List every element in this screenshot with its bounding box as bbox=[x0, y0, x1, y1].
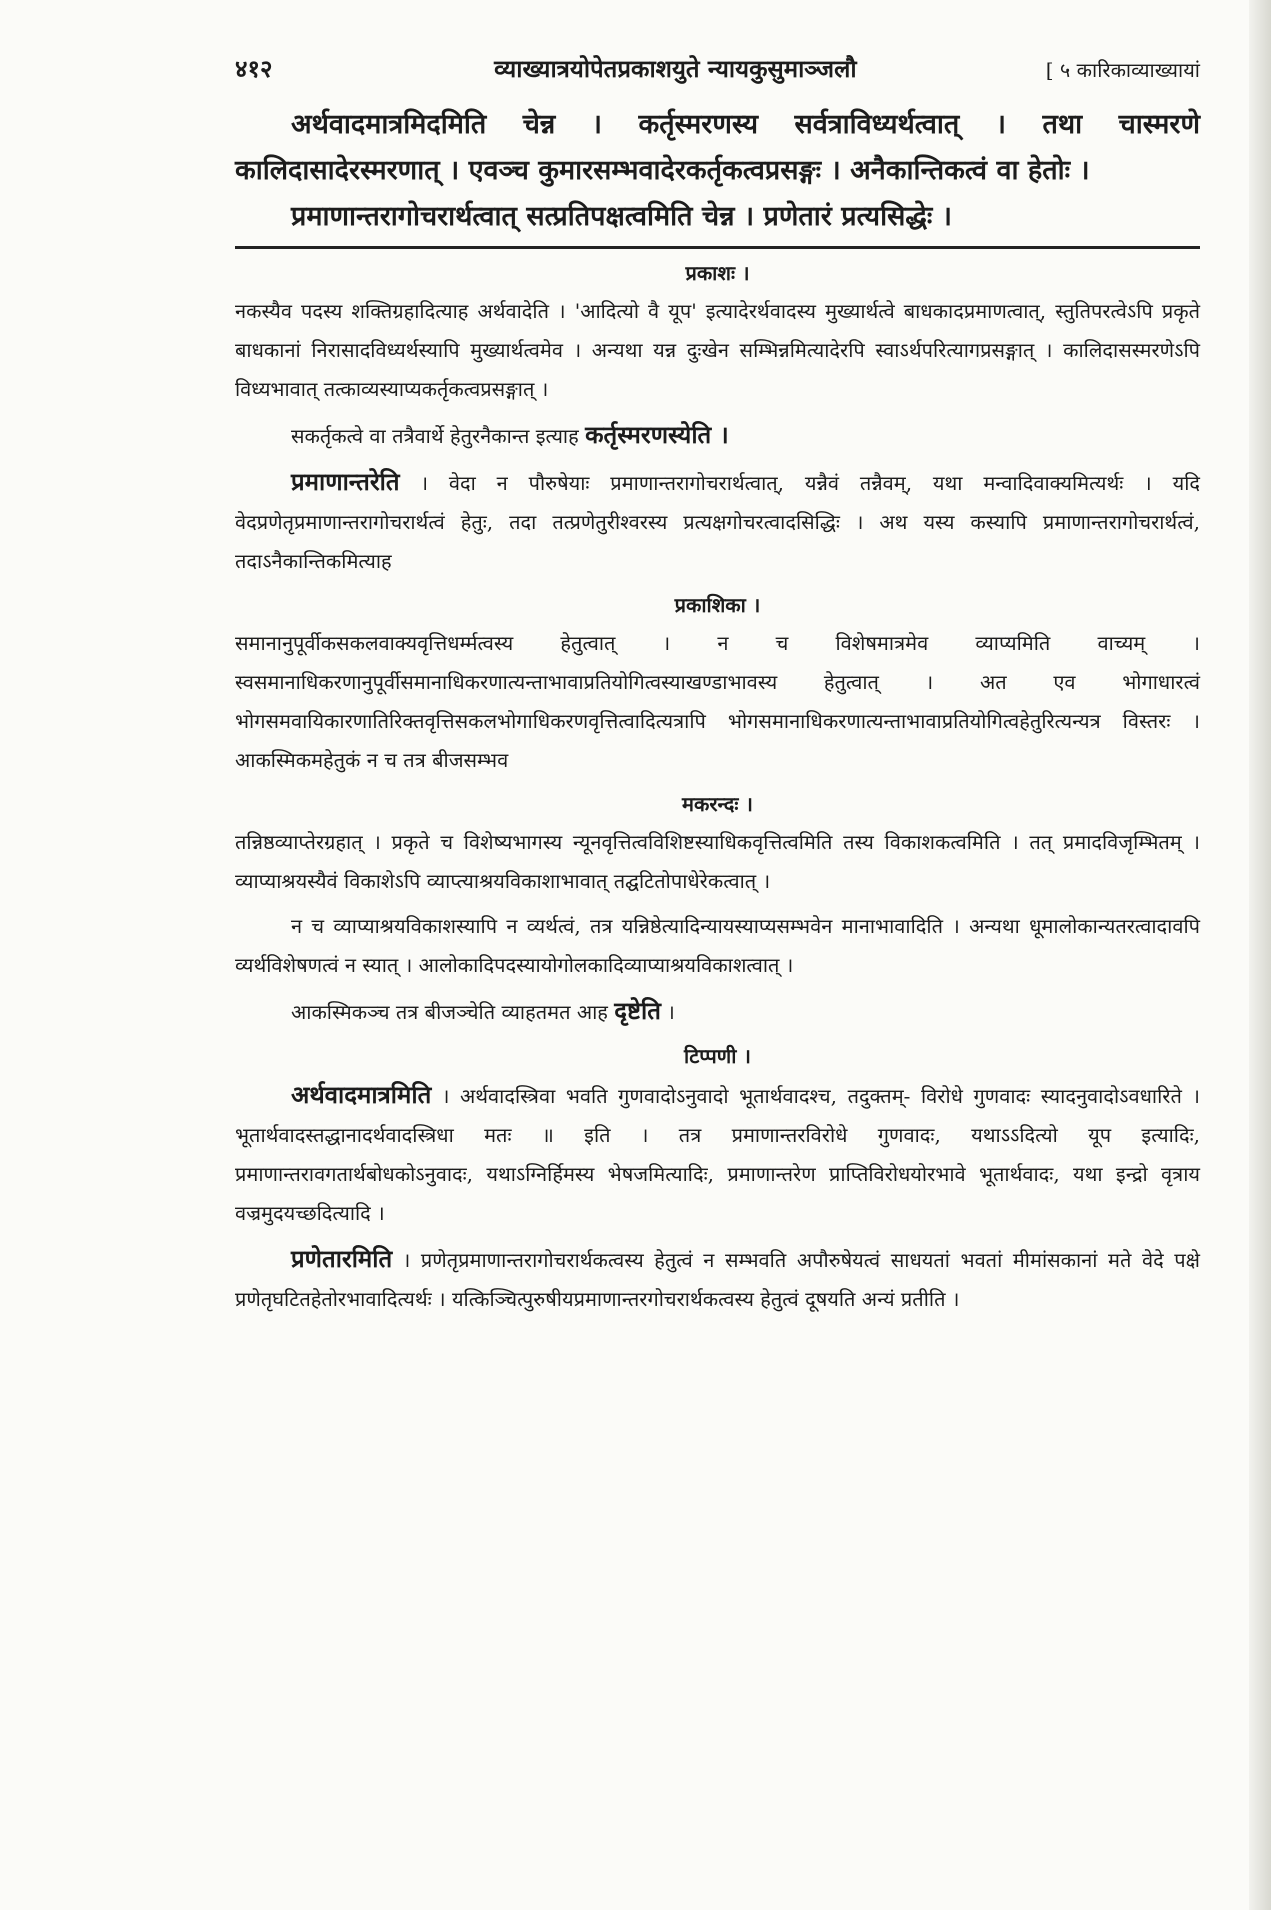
heading-prakasha: प्रकाशः । bbox=[685, 261, 750, 285]
page-number: ४१२ bbox=[235, 54, 273, 83]
book-page bbox=[235, 52, 1200, 1325]
tippani-para-1: अर्थवादमात्रमिति । अर्थवादस्त्रिवा भवति गुणवादोऽनुवादो भूतार्थवादश्च, तदुक्तम्- विरोधे गुणवादः स्यादनुवादोऽवधारिते । भूतार्थवादस्तद्धानादर्थवादस्त्रिधा मतः ॥ इति । तत्र प्रमाणान्तरविरोधे गुणवादः, यथाऽऽदित्यो यूप इत्यादिः, प्रमाणान्तरावगतार्थबोधकोऽनुवादः, यथाऽग्निर्हिमस्य भेषजमित्यादिः, प्रमाणान्तरेण प्राप्तिविरोधयोरभावे भूतार्थवादः, यथा इन्द्रो वृत्राय वज्रमुदयच्छदित्यादि । bbox=[235, 1080, 1200, 1225]
prakashika-para-1: समानानुपूर्वीकसकलवाक्यवृत्तिधर्म्मत्वस्य हेतुत्वात् । न च विशेषमात्रमेव व्याप्यमिति वाच्यम् । स्वसमानाधिकरणानुपूर्वीसमानाधिकरणात्यन्ताभावाप्रतियोगित्वस्याखण्डाभावस्य हेतुत्वात् । अत एव भोगाधारत्वं भोगसमवायिकारणातिरिक्तवृत्तिसकलभोगाधिकरणवृत्तित्वादित्यत्रापि भोगसमानाधिकरणात्यन्ताभावाप्रतियोगित्वहेतुरित्यन्यत्र विस्तरः । आकस्मिकमहेतुकं न च तत्र बीजसम्भव bbox=[235, 631, 1200, 772]
root-text bbox=[235, 102, 1200, 240]
divider-rule bbox=[235, 246, 1200, 249]
tippani-para-2: प्रणेतारमिति । प्रणेतृप्रमाणान्तरागोचरार्थकत्वस्य हेतुत्वं न सम्भवति अपौरुषेयत्वं साधयतां भवतां मीमांसकानां मते वेदे पक्षे प्रणेतृघटितहेतोरभावादित्यर्थः । यत्किञ्चित्पुरुषीयप्रमाणान्तरगोचरार्थकत्वस्य हेतुत्वं दूषयति अन्यं प्रतीति । bbox=[235, 1244, 1200, 1311]
page-edge bbox=[1249, 0, 1271, 1910]
section-label: [ ५ कारिकाव्याख्यायां bbox=[1045, 58, 1200, 82]
makaranda-para-2: न च व्याप्याश्रयविकाशस्यापि न व्यर्थत्वं, तत्र यन्निष्ठेत्यादिन्यायस्याप्यसम्भवेन मानाभावादिति । अन्यथा धूमालोकान्यतरत्वादावपि व्यर्थविशेषणत्वं न स्यात् । आलोकादिपदस्यायोगोलकादिव्याप्याश्रयविकाशत्वात् । bbox=[235, 914, 1200, 977]
prakasha-para-3: प्रमाणान्तरेति । वेदा न पौरुषेयाः प्रमाणान्तरागोचरार्थत्वात्, यन्नैवं तन्नैवम्, यथा मन्वादिवाक्यमित्यर्थः । यदि वेदप्रणेतृप्रमाणान्तरागोचरार्थत्वं हेतुः, तदा तत्प्रणेतुरीश्वरस्य प्रत्यक्षगोचरत्वादसिद्धिः । अथ यस्य कस्यापि प्रमाणान्तरागोचरार्थत्वं, तदाऽनैकान्तिकमित्याह bbox=[235, 467, 1201, 573]
prakasha-para-1: नकस्यैव पदस्य शक्तिग्रहादित्याह अर्थवादेति । 'आदित्यो वै यूप' इत्यादेरर्थवादस्य मुख्यार्थत्वे बाधकादप्रमाणत्वात्, स्तुतिपरत्वेऽपि प्रकृते बाधकानां निरासादविध्यर्थस्यापि मुख्यार्थत्वमेव । अन्यथा यन्न दुःखेन सम्भिन्नमित्यादेरपि स्वाऽर्थपरित्यागप्रसङ्गात् । कालिदासस्मरणेऽपि विध्यभावात् तत्काव्यस्याप्यकर्तृकत्वप्रसङ्गात् । bbox=[235, 299, 1200, 401]
book-title: व्याख्यात्रयोपेतप्रकाशयुते न्यायकुसुमाञ्जलौ bbox=[494, 54, 857, 83]
root-verse-2: प्रमाणान्तरागोचरार्थत्वात् सत्प्रतिपक्षत्वमिति चेन्न । प्रणेतारं प्रत्यसिद्धेः । bbox=[291, 201, 952, 232]
commentary bbox=[235, 259, 1200, 1319]
prakasha-para-2: सकर्तृकत्वे वा तत्रैवार्थे हेतुरनैकान्त इत्याह कर्तृस्मरणस्येति । bbox=[291, 420, 729, 449]
makaranda-para-1: तन्निष्ठव्याप्तेरग्रहात् । प्रकृते च विशेष्यभागस्य न्यूनवृत्तित्वविशिष्टस्याधिकवृत्तित्वमिति तस्य विकाशकत्वमिति । तत् प्रमादविजृम्भितम् । व्याप्याश्रयस्यैवं विकाशेऽपि व्याप्त्याश्रयविकाशाभावात् तद्घटितोपाधेरेकत्वात् । bbox=[235, 830, 1200, 893]
heading-makaranda: मकरन्दः । bbox=[682, 792, 753, 816]
makaranda-para-3: आकस्मिकञ्च तत्र बीजञ्चेति व्याहतमत आह दृष्टेति । bbox=[291, 996, 675, 1025]
running-header bbox=[235, 52, 1200, 102]
heading-tippani: टिप्पणी । bbox=[684, 1044, 751, 1068]
heading-prakashika: प्रकाशिका । bbox=[674, 593, 761, 617]
root-verse-1: अर्थवादमात्रमिदमिति चेन्न । कर्तृस्मरणस्य सर्वत्राविध्यर्थत्वात् । तथा चास्मरणे कालिदासादेरस्मरणात् । एवञ्च कुमारसम्भवादेरकर्तृकत्वप्रसङ्गः । अनैकान्तिकत्वं वा हेतोः । bbox=[235, 109, 1200, 186]
